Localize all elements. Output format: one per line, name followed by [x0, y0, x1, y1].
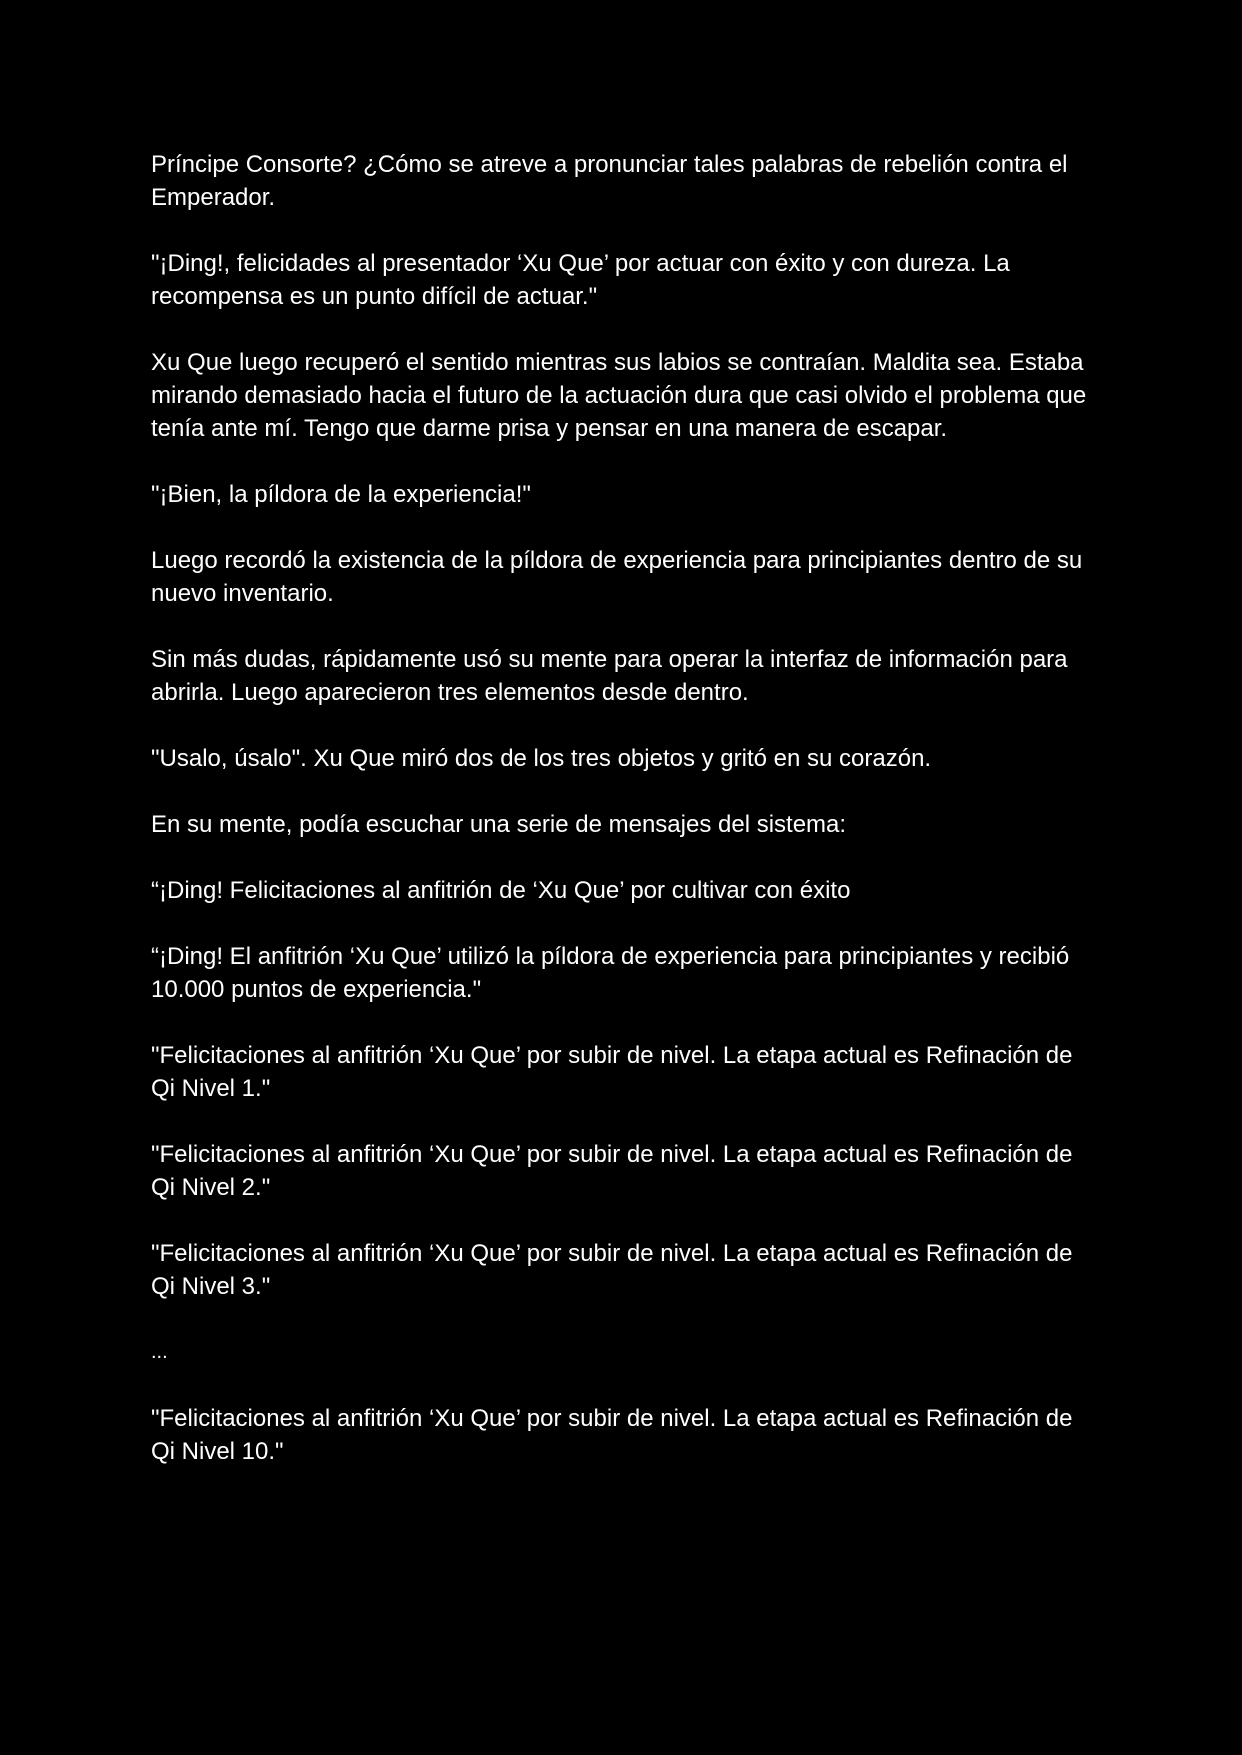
- paragraph: En su mente, podía escuchar una serie de mensajes del sistema:: [151, 811, 847, 838]
- paragraph: Sin más dudas, rápidamente usó su mente para operar la interfaz de información para abrirla. Luego aparecieron tres elementos desde dentro.: [151, 646, 1068, 706]
- paragraph: “¡Ding! Felicitaciones al anfitrión de ‘Xu Que’ por cultivar con éxito: [151, 877, 851, 904]
- paragraph: "¡Ding!, felicidades al presentador ‘Xu Que’ por actuar con éxito y con dureza. La recompensa es un punto difícil de actuar.": [151, 250, 1010, 310]
- paragraph: "Usalo, úsalo". Xu Que miró dos de los tres objetos y gritó en su corazón.: [151, 745, 932, 772]
- paragraph: Xu Que luego recuperó el sentido mientras sus labios se contraían. Maldita sea. Estaba mirando demasiado hacia el futuro de la actuación dura que casi olvido el problema que tenía ante mí. Tengo que darme prisa y pensar en una manera de escapar.: [151, 349, 1087, 442]
- paragraph: “¡Ding! El anfitrión ‘Xu Que’ utilizó la píldora de experiencia para principiantes y recibió 10.000 puntos de experiencia.": [151, 943, 1070, 1003]
- paragraph: "Felicitaciones al anfitrión ‘Xu Que’ por subir de nivel. La etapa actual es Refinación de Qi Nivel 3.": [151, 1240, 1073, 1300]
- paragraph: "Felicitaciones al anfitrión ‘Xu Que’ por subir de nivel. La etapa actual es Refinación de Qi Nivel 1.": [151, 1042, 1073, 1102]
- ellipsis-separator: ...: [151, 1341, 168, 1363]
- paragraph: "Felicitaciones al anfitrión ‘Xu Que’ por subir de nivel. La etapa actual es Refinación de Qi Nivel 2.": [151, 1141, 1073, 1201]
- paragraph: Príncipe Consorte? ¿Cómo se atreve a pronunciar tales palabras de rebelión contra el Emperador.: [151, 151, 1068, 211]
- document-body: [151, 148, 1101, 1501]
- paragraph: "¡Bien, la píldora de la experiencia!": [151, 481, 531, 508]
- paragraph: "Felicitaciones al anfitrión ‘Xu Que’ por subir de nivel. La etapa actual es Refinación de Qi Nivel 10.": [151, 1405, 1073, 1465]
- paragraph: Luego recordó la existencia de la píldora de experiencia para principiantes dentro de su nuevo inventario.: [151, 547, 1083, 607]
